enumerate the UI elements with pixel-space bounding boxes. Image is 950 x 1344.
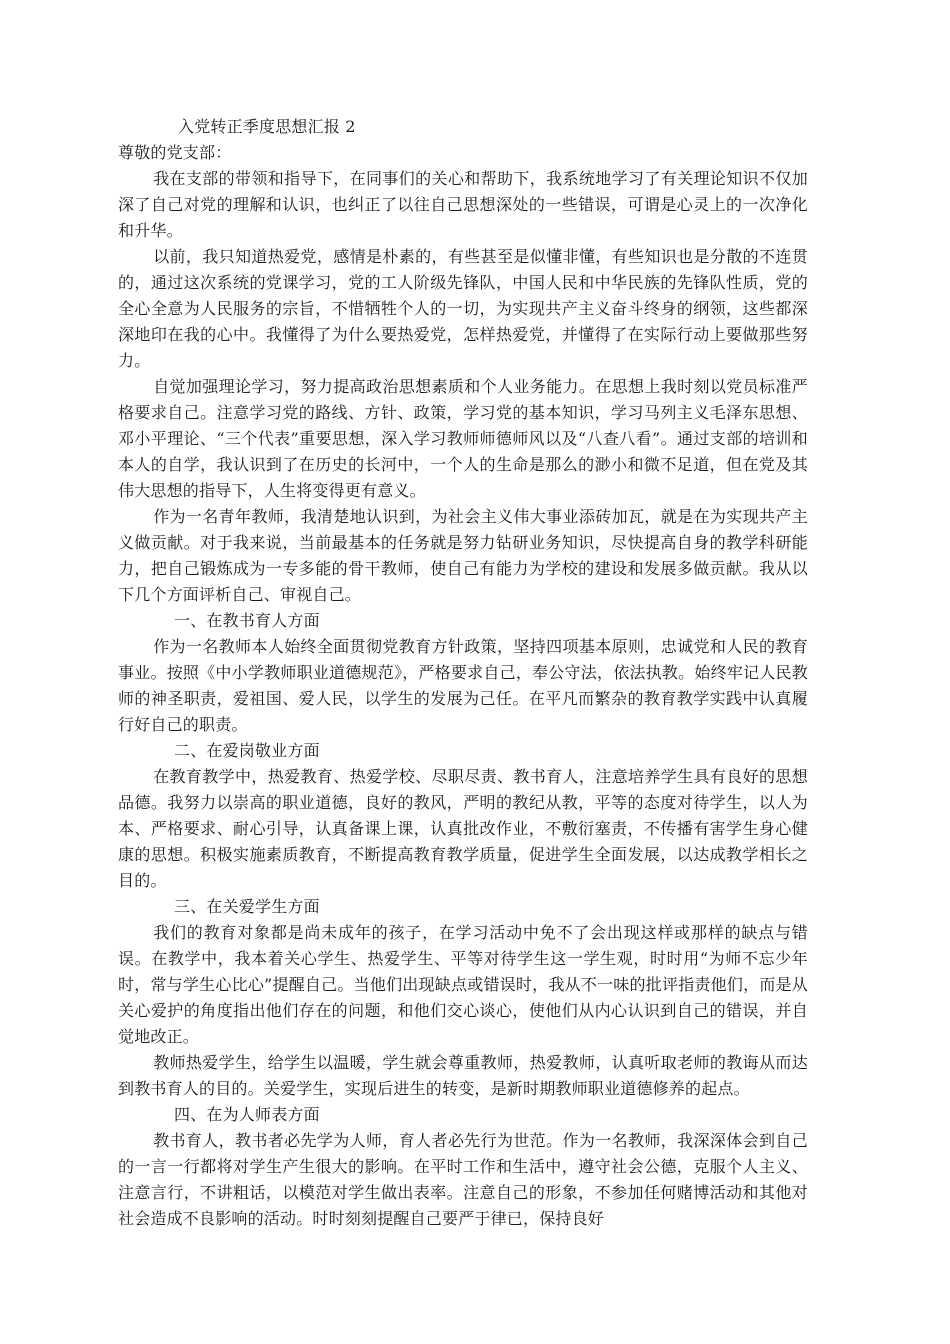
paragraph-4: 作为一名青年教师，我清楚地认识到，为社会主义伟大事业添砖加瓦，就是在为实现共产主义做贡献。对于我来说，当前最基本的任务就是努力钻研业务知识，尽快提高自身的教学科研能力，把自己锻炼成为一专多能的骨干教师，使自己有能力为学校的建设和发展多做贡献。我从以下几个方面评析自己、审视自己。 (118, 507, 808, 604)
document-title: 入党转正季度思想汇报 2 (178, 117, 356, 136)
paragraph-1: 我在支部的带领和指导下，在同事们的关心和帮助下，我系统地学习了有关理论知识不仅加深了自己对党的理解和认识，也纠正了以往自己思想深处的一些错误，可谓是心灵上的一次净化和升华。 (118, 169, 808, 240)
section-heading-1: 一、在教书育人方面 (174, 611, 320, 630)
paragraph-7: 我们的教育对象都是尚未成年的孩子，在学习活动中免不了会出现这样或那样的缺点与错误。在教学中，我本着关心学生、热爱学生、平等对待学生这一学生观，时时用“为师不忘少年时，常与学生心比心”提醒自己。当他们出现缺点或错误时，我从不一味的批评指责他们，而是从关心爱护的角度指出他们存在的问题，和他们交心谈心，使他们从内心认识到自己的错误，并自觉地改正。 (118, 923, 808, 1046)
paragraph-8: 教师热爱学生，给学生以温暖，学生就会尊重教师，热爱教师，认真听取老师的教诲从而达到教书育人的目的。关爱学生，实现后进生的转变，是新时期教师职业道德修养的起点。 (118, 1053, 808, 1098)
paragraph-5: 作为一名教师本人始终全面贯彻党教育方针政策，坚持四项基本原则，忠诚党和人民的教育事业。按照《中小学教师职业道德规范》，严格要求自己，奉公守法，依法执教。始终牢记人民教师的神圣职责，爱祖国、爱人民，以学生的发展为己任。在平凡而繁杂的教育教学实践中认真履行好自己的职责。 (118, 637, 808, 734)
section-heading-2: 二、在爱岗敬业方面 (174, 741, 320, 760)
paragraph-9: 教书育人，教书者必先学为人师，育人者必先行为世范。作为一名教师，我深深体会到自己的一言一行都将对学生产生很大的影响。在平时工作和生活中，遵守社会公德，克服个人主义、注意言行，不讲粗话，以模范对学生做出表率。注意自己的形象，不参加任何赌博活动和其他对社会造成不良影响的活动。时时刻刻提醒自己要严于律已，保持良好 (118, 1131, 808, 1228)
paragraph-6: 在教育教学中，热爱教育、热爱学校、尽职尽责、教书育人，注意培养学生具有良好的思想品德。我努力以崇高的职业道德，良好的教风，严明的教纪从教，平等的态度对待学生，以人为本、严格要求、耐心引导，认真备课上课，认真批改作业，不敷衍塞责，不传播有害学生身心健康的思想。积极实施素质教育，不断提高教育教学质量，促进学生全面发展，以达成教学相长之目的。 (118, 767, 808, 890)
section-heading-4: 四、在为人师表方面 (174, 1105, 320, 1124)
section-heading-3: 三、在关爱学生方面 (174, 897, 320, 916)
document-page (118, 114, 808, 1232)
paragraph-3: 自觉加强理论学习，努力提高政治思想素质和个人业务能力。在思想上我时刻以党员标准严格要求自己。注意学习党的路线、方针、政策，学习党的基本知识，学习马列主义毛泽东思想、邓小平理论、“三个代表”重要思想，深入学习教师师德师风以及“八查八看”。通过支部的培训和本人的自学，我认识到了在历史的长河中，一个人的生命是那么的渺小和微不足道，但在党及其伟大思想的指导下，人生将变得更有意义。 (118, 377, 808, 500)
paragraph-2: 以前，我只知道热爱党，感情是朴素的，有些甚至是似懂非懂，有些知识也是分散的不连贯的，通过这次系统的党课学习，党的工人阶级先锋队，中国人民和中华民族的先锋队性质，党的全心全意为人民服务的宗旨，不惜牺牲个人的一切，为实现共产主义奋斗终身的纲领，这些都深深地印在我的心中。我懂得了为什么要热爱党，怎样热爱党，并懂得了在实际行动上要做那些努力。 (118, 247, 808, 370)
salutation: 尊敬的党支部： (118, 143, 232, 162)
